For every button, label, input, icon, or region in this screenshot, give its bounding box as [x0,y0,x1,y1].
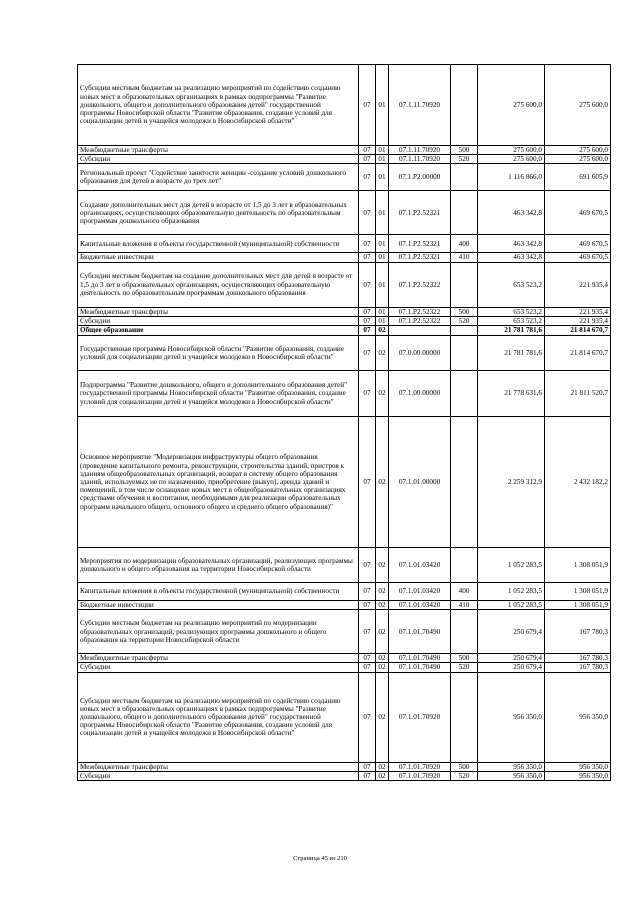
table-row [78,155,611,164]
cell-name: Субсидии [78,316,359,325]
cell-section: 07 [359,371,376,417]
cell-subsection: 02 [376,548,389,583]
cell-name: Межбюджетные трансферты [78,762,359,771]
cell-amount-year1: 653 523,2 [478,307,545,316]
table-row [78,336,611,371]
cell-amount-year1: 21 781 781,6 [478,336,545,371]
cell-amount-year1: 1 052 283,5 [478,583,545,601]
cell-expense-type: 500 [451,307,478,316]
cell-amount-year1: 2 259 312,9 [478,417,545,548]
cell-name: Субсидии местным бюджетам на реализацию мероприятий по содействию созданию новых мест в образовательных организациях в рамках подпрограммы "Развитие дошкольного, общего и дополнительного образования детей" государственной программы Новосибирской области "Развитие образования, создание условий для социализации детей и учащейся молодежи в Новосибирской области" [78,672,359,762]
cell-amount-year1: 653 523,2 [478,316,545,325]
cell-section: 07 [359,654,376,663]
cell-target-article [389,326,451,336]
cell-amount-year1: 275 600,0 [478,155,545,164]
cell-section: 07 [359,601,376,610]
cell-name: Межбюджетные трансферты [78,146,359,155]
cell-name: Капитальные вложения в объекты государственной (муниципальной) собственности [78,583,359,601]
cell-subsection: 02 [376,601,389,610]
cell-expense-type [451,672,478,762]
cell-amount-year1: 1 116 866,0 [478,164,545,191]
cell-subsection: 02 [376,326,389,336]
cell-subsection: 01 [376,307,389,316]
table-row [78,326,611,336]
cell-subsection: 02 [376,663,389,672]
cell-expense-type: 400 [451,583,478,601]
cell-amount-year1: 250 679,4 [478,663,545,672]
cell-target-article: 07.1.01.70490 [389,610,451,654]
page-number: Страница 45 из 210 [293,855,347,862]
cell-amount-year2: 956 350,0 [545,672,611,762]
cell-target-article: 07.1.P2.52321 [389,191,451,235]
cell-amount-year2: 167 780,3 [545,610,611,654]
cell-section: 07 [359,417,376,548]
cell-target-article: 07.1.P2.52321 [389,253,451,262]
cell-name: Государственная программа Новосибирской области "Развитие образования, создание условий для социализации детей и учащейся молодежи в Новосибирской области" [78,336,359,371]
cell-amount-year2: 21 811 520,7 [545,371,611,417]
cell-expense-type: 400 [451,235,478,253]
cell-expense-type: 410 [451,253,478,262]
cell-amount-year1: 956 350,0 [478,771,545,780]
table-row [78,316,611,325]
cell-expense-type [451,262,478,307]
cell-subsection: 02 [376,771,389,780]
table-row [78,654,611,663]
cell-expense-type [451,371,478,417]
cell-section: 07 [359,262,376,307]
cell-section: 07 [359,548,376,583]
cell-amount-year2: 221 935,4 [545,262,611,307]
cell-subsection: 02 [376,583,389,601]
table-row [78,601,611,610]
cell-amount-year1: 463 342,8 [478,235,545,253]
cell-section: 07 [359,164,376,191]
table-row [78,235,611,253]
cell-name: Бюджетные инвестиции [78,601,359,610]
cell-expense-type: 520 [451,316,478,325]
cell-name: Субсидии местным бюджетам на реализацию мероприятий по содействию созданию новых мест в образовательных организациях в рамках подпрограммы "Развитие дошкольного, общего и дополнительного образования детей" государственной программы Новосибирской области "Развитие образования, создание условий для социализации детей и учащейся молодежи в Новосибирской области" [78,65,359,146]
cell-target-article: 07.1.11.70920 [389,65,451,146]
cell-subsection: 01 [376,316,389,325]
cell-section: 07 [359,771,376,780]
cell-name: Капитальные вложения в объекты государственной (муниципальной) собственности [78,235,359,253]
cell-expense-type [451,548,478,583]
cell-section: 07 [359,235,376,253]
cell-amount-year2: 21 814 670,7 [545,326,611,336]
cell-amount-year1: 21 781 781,6 [478,326,545,336]
cell-target-article: 07.1.01.03420 [389,583,451,601]
table-row [78,548,611,583]
cell-amount-year1: 463 342,8 [478,191,545,235]
cell-expense-type [451,191,478,235]
table-row [78,771,611,780]
cell-amount-year2: 1 308 051,9 [545,548,611,583]
cell-subsection: 02 [376,336,389,371]
cell-name: Межбюджетные трансферты [78,307,359,316]
cell-target-article: 07.1.01.03420 [389,601,451,610]
cell-expense-type [451,326,478,336]
cell-amount-year1: 250 679,4 [478,610,545,654]
cell-subsection: 02 [376,417,389,548]
table-row [78,610,611,654]
cell-amount-year1: 275 600,0 [478,65,545,146]
cell-section: 07 [359,65,376,146]
cell-amount-year2: 275 600,0 [545,65,611,146]
cell-amount-year1: 1 052 283,5 [478,601,545,610]
cell-expense-type: 500 [451,654,478,663]
cell-section: 07 [359,762,376,771]
cell-amount-year2: 2 432 182,2 [545,417,611,548]
cell-name: Региональный проект "Содействие занятости женщин -создание условий дошкольного образования для детей в возрасте до трех лет" [78,164,359,191]
cell-subsection: 02 [376,371,389,417]
cell-subsection: 01 [376,253,389,262]
cell-section: 07 [359,610,376,654]
cell-amount-year2: 167 780,3 [545,654,611,663]
cell-subsection: 01 [376,235,389,253]
budget-table-body [78,65,611,781]
cell-name: Бюджетные инвестиции [78,253,359,262]
cell-expense-type: 410 [451,601,478,610]
cell-subsection: 02 [376,672,389,762]
cell-target-article: 07.1.01.03420 [389,548,451,583]
cell-section: 07 [359,146,376,155]
cell-name: Субсидии [78,663,359,672]
cell-subsection: 01 [376,155,389,164]
cell-target-article: 07.1.01.00000 [389,417,451,548]
cell-amount-year1: 250 679,4 [478,654,545,663]
table-row [78,672,611,762]
cell-amount-year2: 1 308 051,9 [545,601,611,610]
cell-amount-year1: 275 600,0 [478,146,545,155]
cell-subsection: 01 [376,262,389,307]
cell-name: Общее образование [78,326,359,336]
table-row [78,371,611,417]
cell-name: Субсидии [78,155,359,164]
cell-target-article: 07.1.11.70920 [389,146,451,155]
cell-target-article: 07.1.01.70920 [389,771,451,780]
cell-expense-type [451,610,478,654]
cell-amount-year2: 1 308 051,9 [545,583,611,601]
cell-expense-type: 520 [451,155,478,164]
table-row [78,583,611,601]
cell-amount-year1: 653 523,2 [478,262,545,307]
table-row [78,307,611,316]
cell-amount-year2: 221 935,4 [545,307,611,316]
budget-table [77,64,611,781]
cell-amount-year1: 956 350,0 [478,762,545,771]
cell-name: Подпрограмма "Развитие дошкольного, общего и дополнительного образования детей" государственной программы Новосибирской области "Развитие образования, создание условий для социализации детей и учащейся молодежи в Новосибирской области" [78,371,359,417]
cell-name: Межбюджетные трансферты [78,654,359,663]
cell-subsection: 01 [376,164,389,191]
cell-amount-year2: 21 814 670,7 [545,336,611,371]
cell-amount-year2: 469 670,5 [545,235,611,253]
cell-subsection: 02 [376,762,389,771]
cell-section: 07 [359,316,376,325]
cell-target-article: 07.1.01.70920 [389,762,451,771]
cell-subsection: 01 [376,65,389,146]
table-row [78,191,611,235]
table-row [78,65,611,146]
cell-target-article: 07.1.P2.52322 [389,307,451,316]
cell-expense-type [451,336,478,371]
cell-name: Субсидии местным бюджетам на реализацию мероприятий по модернизации образовательных организаций, реализующих программы дошкольного и общего образования на территории Новосибирской области [78,610,359,654]
cell-amount-year1: 21 778 631,6 [478,371,545,417]
cell-expense-type: 500 [451,146,478,155]
table-row [78,762,611,771]
cell-subsection: 01 [376,191,389,235]
cell-expense-type: 500 [451,762,478,771]
cell-target-article: 07.1.P2.52322 [389,316,451,325]
cell-target-article: 07.1.00.00000 [389,371,451,417]
cell-section: 07 [359,326,376,336]
cell-name: Субсидии местным бюджетам на создание дополнительных мест для детей в возрасте от 1,5 до 3 лет в образовательных организациях, осуществляющих образовательную деятельность по образовательным программам дошкольного образования [78,262,359,307]
cell-amount-year2: 275 600,0 [545,146,611,155]
cell-subsection: 02 [376,654,389,663]
cell-name: Создание дополнительных мест для детей в возрасте от 1,5 до 3 лет в образовательных организациях, осуществляющих образовательную деятельность по образовательным программам дошкольного образования [78,191,359,235]
cell-expense-type: 520 [451,663,478,672]
cell-expense-type [451,65,478,146]
cell-name: Основное мероприятие "Модернизация инфраструктуры общего образования (проведение капитального ремонта, реконструкции, строительства зданий, пристроя к зданиям общеобразовательных организаций, возврат в систему общего образования зданий, используемых не по назначению, приобретение (выкуп), аренда зданий и помещений, в том числе оснащение новых мест в общеобразовательных организациях средствами обучения и воспитания, необходимыми для реализации образовательных программ начального общего, основного общего и среднего общего образования)" [78,417,359,548]
cell-amount-year2: 469 670,5 [545,191,611,235]
cell-amount-year1: 956 350,0 [478,672,545,762]
cell-amount-year2: 221 935,4 [545,316,611,325]
cell-target-article: 07.1.01.70490 [389,654,451,663]
cell-target-article: 07.1.01.70920 [389,672,451,762]
cell-target-article: 07.1.P2.52322 [389,262,451,307]
cell-amount-year2: 167 780,3 [545,663,611,672]
cell-expense-type [451,164,478,191]
cell-name: Субсидии [78,771,359,780]
cell-target-article: 07.1.P2.52321 [389,235,451,253]
cell-section: 07 [359,253,376,262]
cell-amount-year1: 463 342,8 [478,253,545,262]
cell-expense-type [451,417,478,548]
cell-section: 07 [359,191,376,235]
table-row [78,253,611,262]
cell-subsection: 02 [376,610,389,654]
cell-name: Мероприятия по модернизации образовательных организаций, реализующих программы дошкольного и общего образования на территории Новосибирской области [78,548,359,583]
cell-amount-year2: 691 605,9 [545,164,611,191]
cell-target-article: 07.1.P2.00000 [389,164,451,191]
cell-amount-year2: 956 350,0 [545,762,611,771]
table-row [78,164,611,191]
cell-section: 07 [359,336,376,371]
table-row [78,663,611,672]
cell-section: 07 [359,672,376,762]
cell-amount-year1: 1 052 283,5 [478,548,545,583]
table-row [78,146,611,155]
cell-expense-type: 520 [451,771,478,780]
cell-section: 07 [359,307,376,316]
cell-amount-year2: 275 600,0 [545,155,611,164]
table-row [78,417,611,548]
cell-section: 07 [359,663,376,672]
cell-subsection: 01 [376,146,389,155]
cell-target-article: 07.1.01.70490 [389,663,451,672]
cell-target-article: 07.0.00.00000 [389,336,451,371]
cell-section: 07 [359,583,376,601]
cell-amount-year2: 469 670,5 [545,253,611,262]
table-row [78,262,611,307]
cell-section: 07 [359,155,376,164]
cell-amount-year2: 956 350,0 [545,771,611,780]
cell-target-article: 07.1.11.70920 [389,155,451,164]
